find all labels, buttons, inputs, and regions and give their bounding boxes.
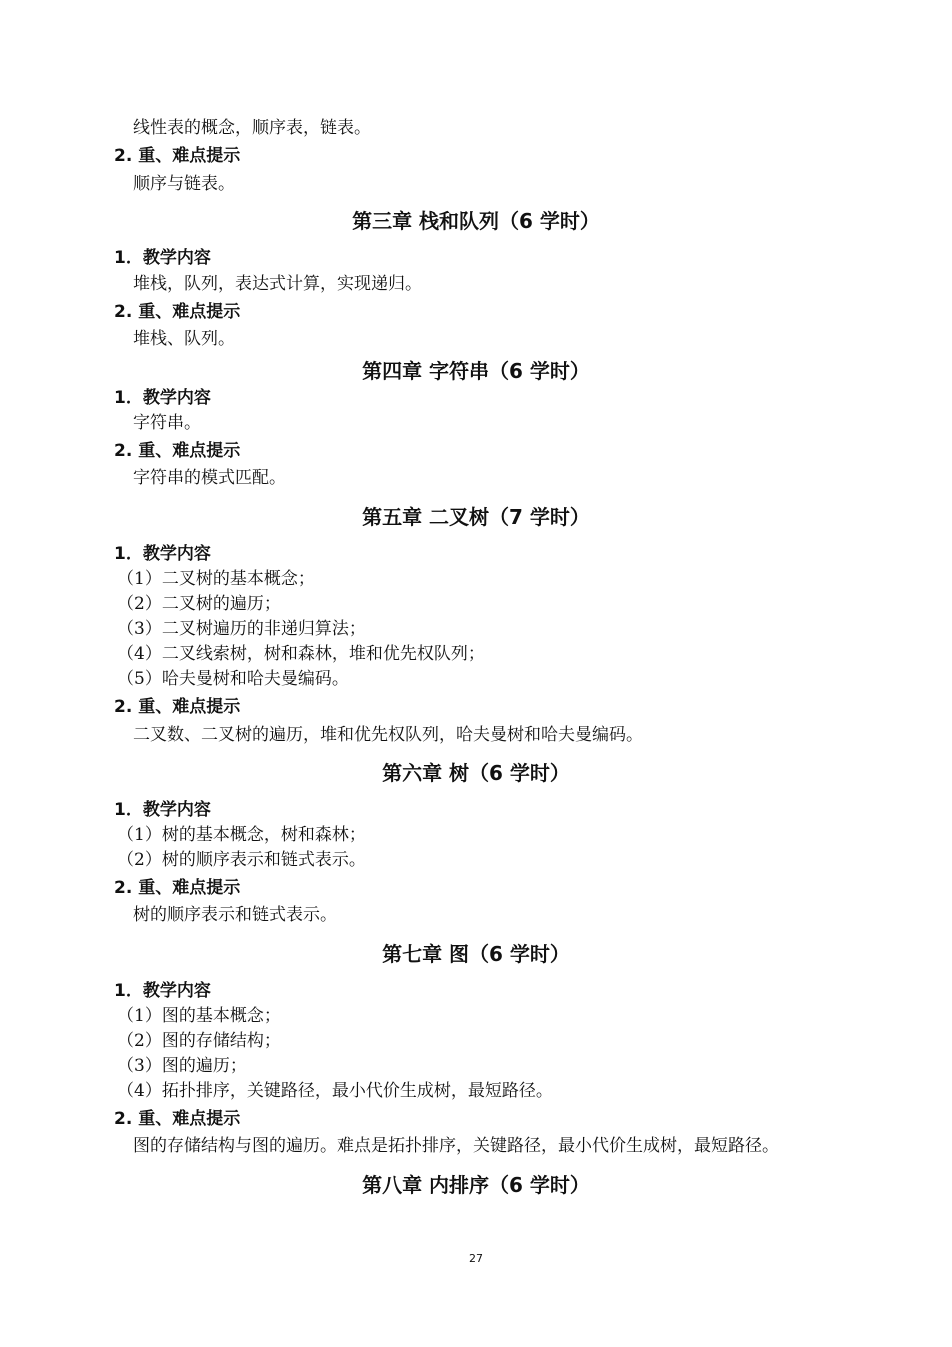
subsection-heading: 1．教学内容: [114, 544, 211, 564]
chapter-heading: 第七章 图（6 学时）: [382, 942, 570, 966]
list-item: （3）图的遍历；: [117, 1056, 247, 1076]
subsection-heading: 1．教学内容: [114, 981, 211, 1001]
list-item: （4）二叉线索树，树和森林，堆和优先权队列；: [117, 644, 485, 664]
list-item: （1）二叉树的基本概念；: [117, 569, 315, 589]
body-text: 堆栈，队列，表达式计算，实现递归。: [133, 274, 422, 294]
chapter-heading: 第五章 二叉树（7 学时）: [362, 505, 590, 529]
list-item: （1）树的基本概念，树和森林；: [117, 825, 366, 845]
list-item: （4）拓扑排序，关键路径，最小代价生成树，最短路径。: [117, 1081, 553, 1101]
list-item: （5）哈夫曼树和哈夫曼编码。: [117, 669, 349, 689]
subsection-heading: 2. 重、难点提示: [114, 697, 241, 717]
body-text: 顺序与链表。: [133, 174, 235, 194]
subsection-heading: 2. 重、难点提示: [114, 302, 241, 322]
list-item: （2）图的存储结构；: [117, 1031, 281, 1051]
chapter-heading: 第四章 字符串（6 学时）: [362, 359, 590, 383]
subsection-heading: 1．教学内容: [114, 800, 211, 820]
subsection-heading: 1．教学内容: [114, 388, 211, 408]
chapter-heading: 第八章 内排序（6 学时）: [362, 1173, 590, 1197]
body-text: 字符串的模式匹配。: [133, 468, 286, 488]
list-item: （1）图的基本概念；: [117, 1006, 281, 1026]
list-item: （3）二叉树遍历的非递归算法；: [117, 619, 366, 639]
subsection-heading: 2. 重、难点提示: [114, 1109, 241, 1129]
subsection-heading: 2. 重、难点提示: [114, 441, 241, 461]
body-text: 堆栈、队列。: [133, 329, 235, 349]
chapter-heading: 第三章 栈和队列（6 学时）: [352, 209, 600, 233]
body-text: 树的顺序表示和链式表示。: [133, 905, 337, 925]
list-item: （2）树的顺序表示和链式表示。: [117, 850, 366, 870]
page-number: 27: [469, 1252, 483, 1265]
subsection-heading: 2. 重、难点提示: [114, 878, 241, 898]
subsection-heading: 1．教学内容: [114, 248, 211, 268]
body-text: 字符串。: [133, 413, 201, 433]
list-item: （2）二叉树的遍历；: [117, 594, 281, 614]
body-text: 图的存储结构与图的遍历。难点是拓扑排序，关键路径，最小代价生成树，最短路径。: [133, 1136, 779, 1156]
subsection-heading: 2. 重、难点提示: [114, 146, 241, 166]
chapter-heading: 第六章 树（6 学时）: [382, 761, 570, 785]
body-text: 线性表的概念，顺序表，链表。: [133, 118, 371, 138]
body-text: 二叉数、二叉树的遍历，堆和优先权队列，哈夫曼树和哈夫曼编码。: [133, 725, 643, 745]
